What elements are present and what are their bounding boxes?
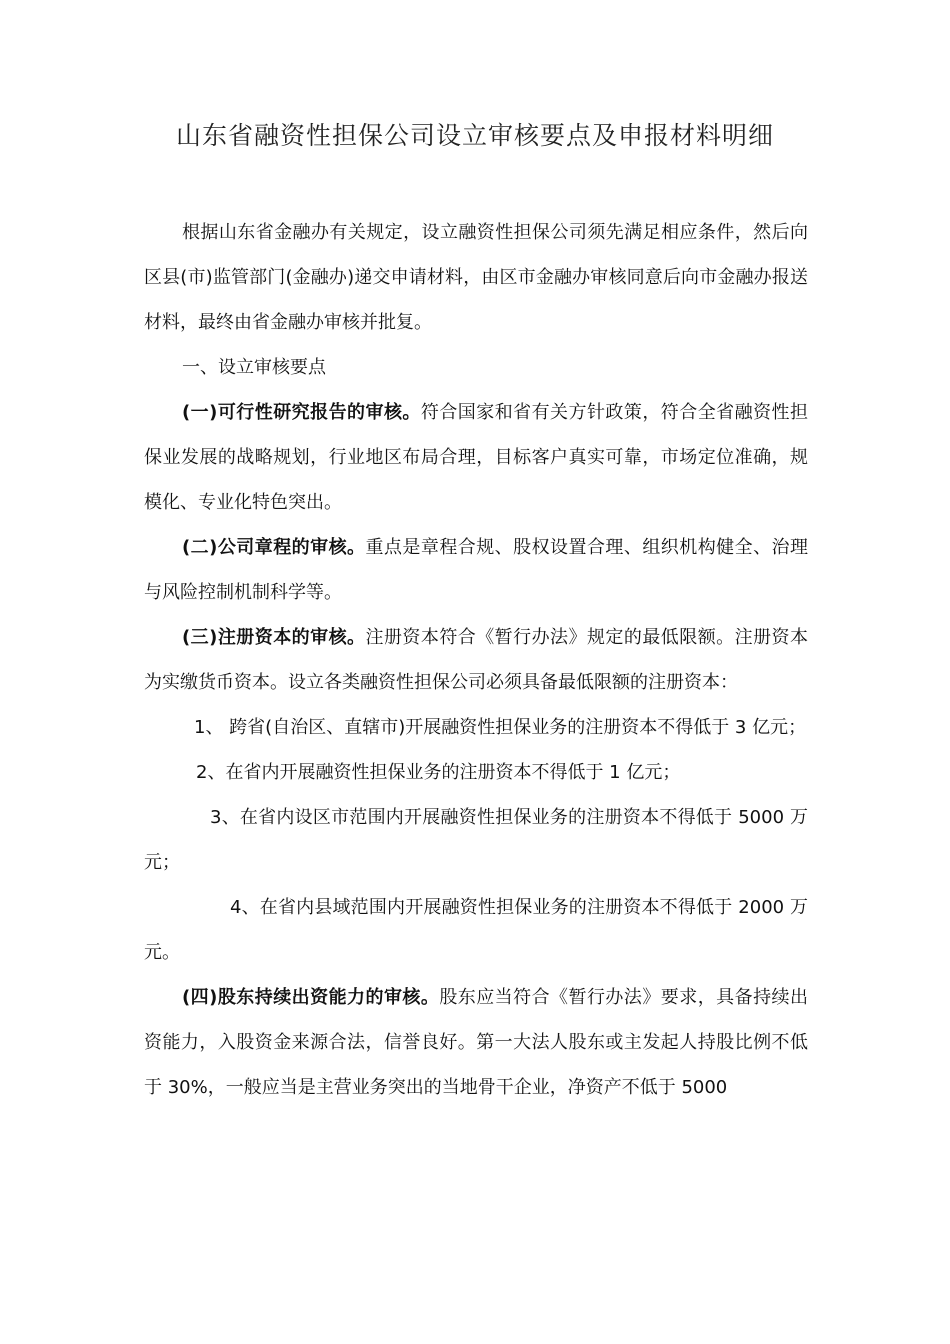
charter-text: 重点是章程合规、股权设置合理、组织机构健全、治理与风险控制机制科学等。 [144,537,808,603]
shareholder-label: (四)股东持续出资能力的审核。 [182,987,440,1008]
capital-list-item: 4、在省内县域范围内开展融资性担保业务的注册资本不得低于 2000 万元。 [144,897,808,963]
capital-paragraph [144,615,808,705]
capital-text: 注册资本符合《暂行办法》规定的最低限额。注册资本为实缴货币资本。设立各类融资性担保公司必须具备最低限额的注册资本： [144,627,808,693]
document-title: 山东省融资性担保公司设立审核要点及申报材料明细 [175,121,774,150]
shareholder-text: 股东应当符合《暂行办法》要求，具备持续出资能力，入股资金来源合法，信誉良好。第一大法人股东或主发起人持股比例不低于 30%，一般应当是主营业务突出的当地骨干企业，净资产不低于 5000 [144,987,808,1098]
charter-paragraph [144,525,808,615]
charter-label: (二)公司章程的审核。 [182,537,366,558]
capital-list-item: 2、在省内开展融资性担保业务的注册资本不得低于 1 亿元； [196,762,681,783]
capital-list-item: 1、 跨省(自治区、直辖市)开展融资性担保业务的注册资本不得低于 3 亿元； [194,717,807,738]
feasibility-label: (一)可行性研究报告的审核。 [182,402,421,423]
section-heading: 一、设立审核要点 [182,357,326,378]
intro-paragraph: 根据山东省金融办有关规定，设立融资性担保公司须先满足相应条件，然后向区县(市)监管部门(金融办)递交申请材料，由区市金融办审核同意后向市金融办报送材料，最终由省金融办审核并批复。 [144,222,808,333]
capital-list-item: 3、在省内设区市范围内开展融资性担保业务的注册资本不得低于 5000 万元； [144,807,808,873]
shareholder-paragraph [144,975,808,1110]
feasibility-paragraph [144,390,808,525]
capital-label: (三)注册资本的审核。 [182,627,366,648]
document-body [144,210,808,1110]
feasibility-text: 符合国家和省有关方针政策，符合全省融资性担保业发展的战略规划，行业地区布局合理，目标客户真实可靠，市场定位准确，规模化、专业化特色突出。 [144,402,809,513]
